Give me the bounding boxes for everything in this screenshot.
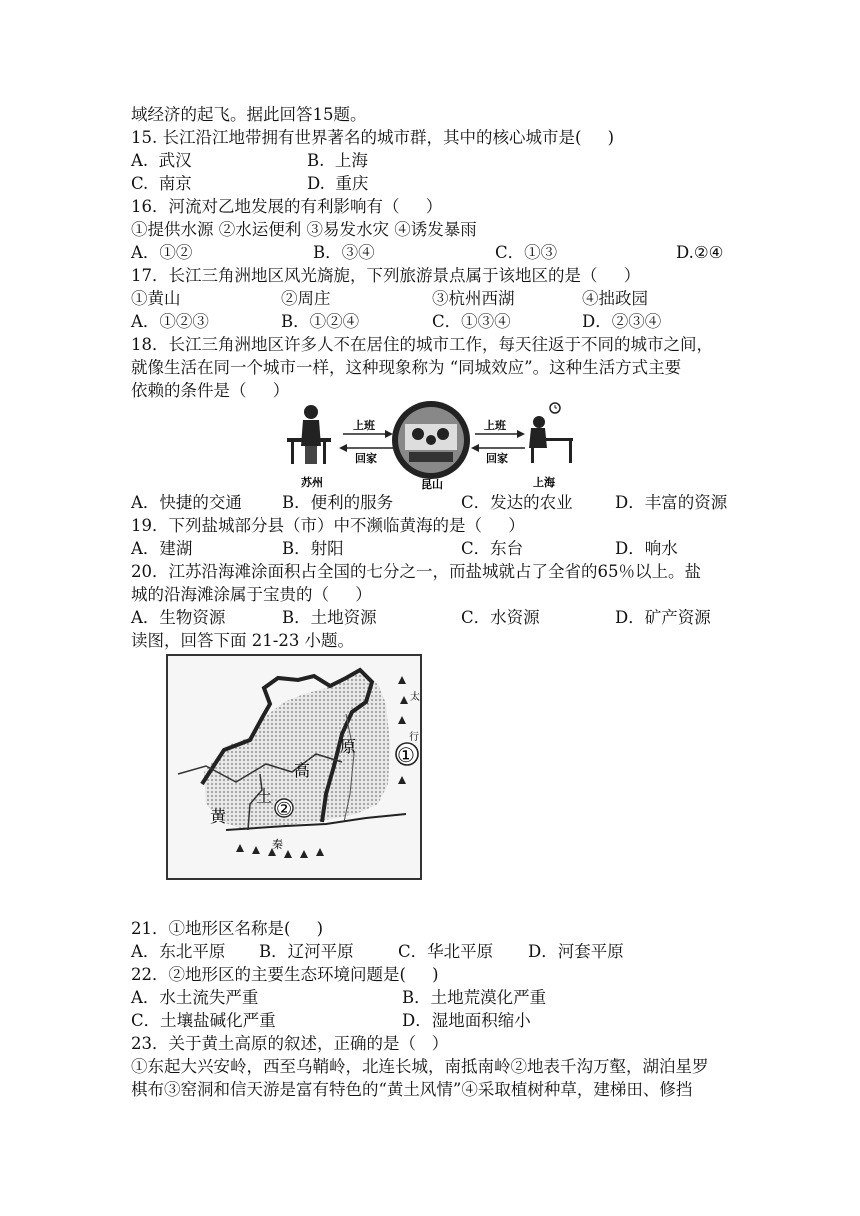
- q16-items: ①提供水源 ②水运便利 ③易发水灾 ④诱发暴雨: [131, 220, 477, 239]
- q21-option-d: D．河套平原: [528, 942, 624, 961]
- city-shanghai: 上海: [533, 476, 555, 489]
- q18-option-d: D．丰富的资源: [615, 493, 728, 512]
- question-18-line-1: 18．长江三角洲地区许多人不在居住的城市工作，每天往返于不同的城市之间，: [131, 335, 713, 354]
- q18-option-b: B．便利的服务: [282, 493, 394, 512]
- question-20-line-1: 20．江苏沿海滩涂面积占全国的七分之一，而盐城就占了全省的65％以上。盐: [131, 562, 701, 581]
- question-18-line-2: 就像生活在同一个城市一样，这种现象称为 “同城效应”。这种生活方式主要: [131, 358, 682, 377]
- q17-option-c: C．①③④: [432, 312, 511, 331]
- char-yuan: 原: [340, 737, 357, 756]
- q22-option-a: A．水土流失严重: [131, 988, 259, 1007]
- label-return-right: 回家: [486, 452, 508, 465]
- q19-option-c: C．东台: [461, 539, 524, 558]
- right-double-arrow: [471, 430, 525, 452]
- question-23-line-1: ①东起大兴安岭，西至乌鞘岭，北连长城，南抵南岭②地表千沟万壑，湖泊星罗: [131, 1057, 709, 1076]
- q17-option-a: A．①②③: [131, 312, 209, 331]
- family-circle-icon: [392, 401, 470, 479]
- left-worker-icon: [287, 405, 331, 464]
- q15-option-d: D. 重庆: [307, 174, 369, 193]
- label-go-right: 上班: [484, 419, 506, 432]
- question-22: 22．②地形区的主要生态环境问题是( ): [131, 965, 439, 984]
- char-gao: 高: [294, 761, 311, 780]
- q22-option-b: B．土地荒漠化严重: [402, 988, 547, 1007]
- q16-option-c: C．①③: [495, 243, 558, 262]
- label-return-left: 回家: [355, 452, 377, 465]
- read-instruction: 读图，回答下面 21-23 小题。: [131, 631, 355, 650]
- question-23-line-2: 棋布③窑洞和信天游是富有特色的“黄土风情”④采取植树种草，建梯田、修挡: [131, 1080, 693, 1099]
- loess-plateau-map: [166, 654, 422, 880]
- q17-item-3: ③杭州西湖: [432, 289, 515, 308]
- q16-option-b: B．③④: [313, 243, 375, 262]
- char-huang: 黄: [210, 807, 227, 826]
- q17-item-4: ④拙政园: [582, 289, 648, 308]
- question-19: 19．下列盐城部分县（市）中不濒临黄海的是（ ）: [131, 516, 525, 535]
- char-tai: 太: [410, 692, 420, 703]
- q21-option-b: B．辽河平原: [259, 942, 354, 961]
- q18-option-a: A．快捷的交通: [131, 493, 242, 512]
- q19-option-d: D．响水: [615, 539, 678, 558]
- question-20-line-2: 城的沿海滩涂属于宝贵的（ ）: [131, 585, 372, 604]
- q20-option-c: C．水资源: [461, 608, 540, 627]
- question-17: 17．长江三角洲地区风光旖旎，下列旅游景点属于该地区的是（ ）: [131, 266, 641, 285]
- q21-option-a: A．东北平原: [131, 942, 226, 961]
- char-qin: 秦: [272, 838, 283, 851]
- q22-option-d: D．湿地面积缩小: [402, 1011, 531, 1030]
- q17-option-d: D．②③④: [582, 312, 662, 331]
- char-tu: 土: [256, 787, 273, 806]
- q15-option-a: A. 武汉: [131, 151, 192, 170]
- q19-option-a: A．建湖: [131, 539, 193, 558]
- city-suzhou: 苏州: [301, 476, 323, 489]
- q16-option-d: D.②④: [676, 243, 724, 262]
- label-go-left: 上班: [353, 419, 375, 432]
- q20-option-b: B．土地资源: [282, 608, 377, 627]
- question-18-line-3: 依赖的条件是（ ）: [131, 381, 290, 400]
- intro-line: 域经济的起飞。据此回答15题。: [131, 105, 367, 124]
- q20-option-a: A．生物资源: [131, 608, 226, 627]
- left-double-arrow: [339, 430, 393, 452]
- q21-option-c: C．华北平原: [398, 942, 494, 961]
- q17-option-b: B．①②④: [281, 312, 360, 331]
- q20-option-d: D．矿产资源: [615, 608, 711, 627]
- question-16: 16．河流对乙地发展的有利影响有（ ）: [131, 197, 443, 216]
- q15-option-c: C. 南京: [131, 174, 192, 193]
- q22-option-c: C．土壤盐碱化严重: [131, 1011, 276, 1030]
- question-15: 15. 长江沿江地带拥有世界著名的城市群，其中的核心城市是( ): [131, 128, 615, 147]
- q15-option-b: B. 上海: [307, 151, 368, 170]
- commute-figure: [285, 396, 575, 492]
- marker-1: ①: [397, 743, 415, 767]
- q19-option-b: B．射阳: [282, 539, 344, 558]
- marker-2: ②: [276, 799, 293, 820]
- q18-option-c: C．发达的农业: [461, 493, 573, 512]
- q17-item-1: ①黄山: [131, 289, 181, 308]
- question-21: 21．①地形区名称是( ): [131, 919, 324, 938]
- city-kunshan: 昆山: [421, 478, 443, 491]
- right-worker-icon: [529, 403, 573, 463]
- q17-item-2: ②周庄: [281, 289, 331, 308]
- q16-option-a: A．①②: [131, 243, 193, 262]
- char-hang: 行: [409, 732, 419, 743]
- question-23: 23．关于黄土高原的叙述，正确的是（ ）: [131, 1034, 449, 1053]
